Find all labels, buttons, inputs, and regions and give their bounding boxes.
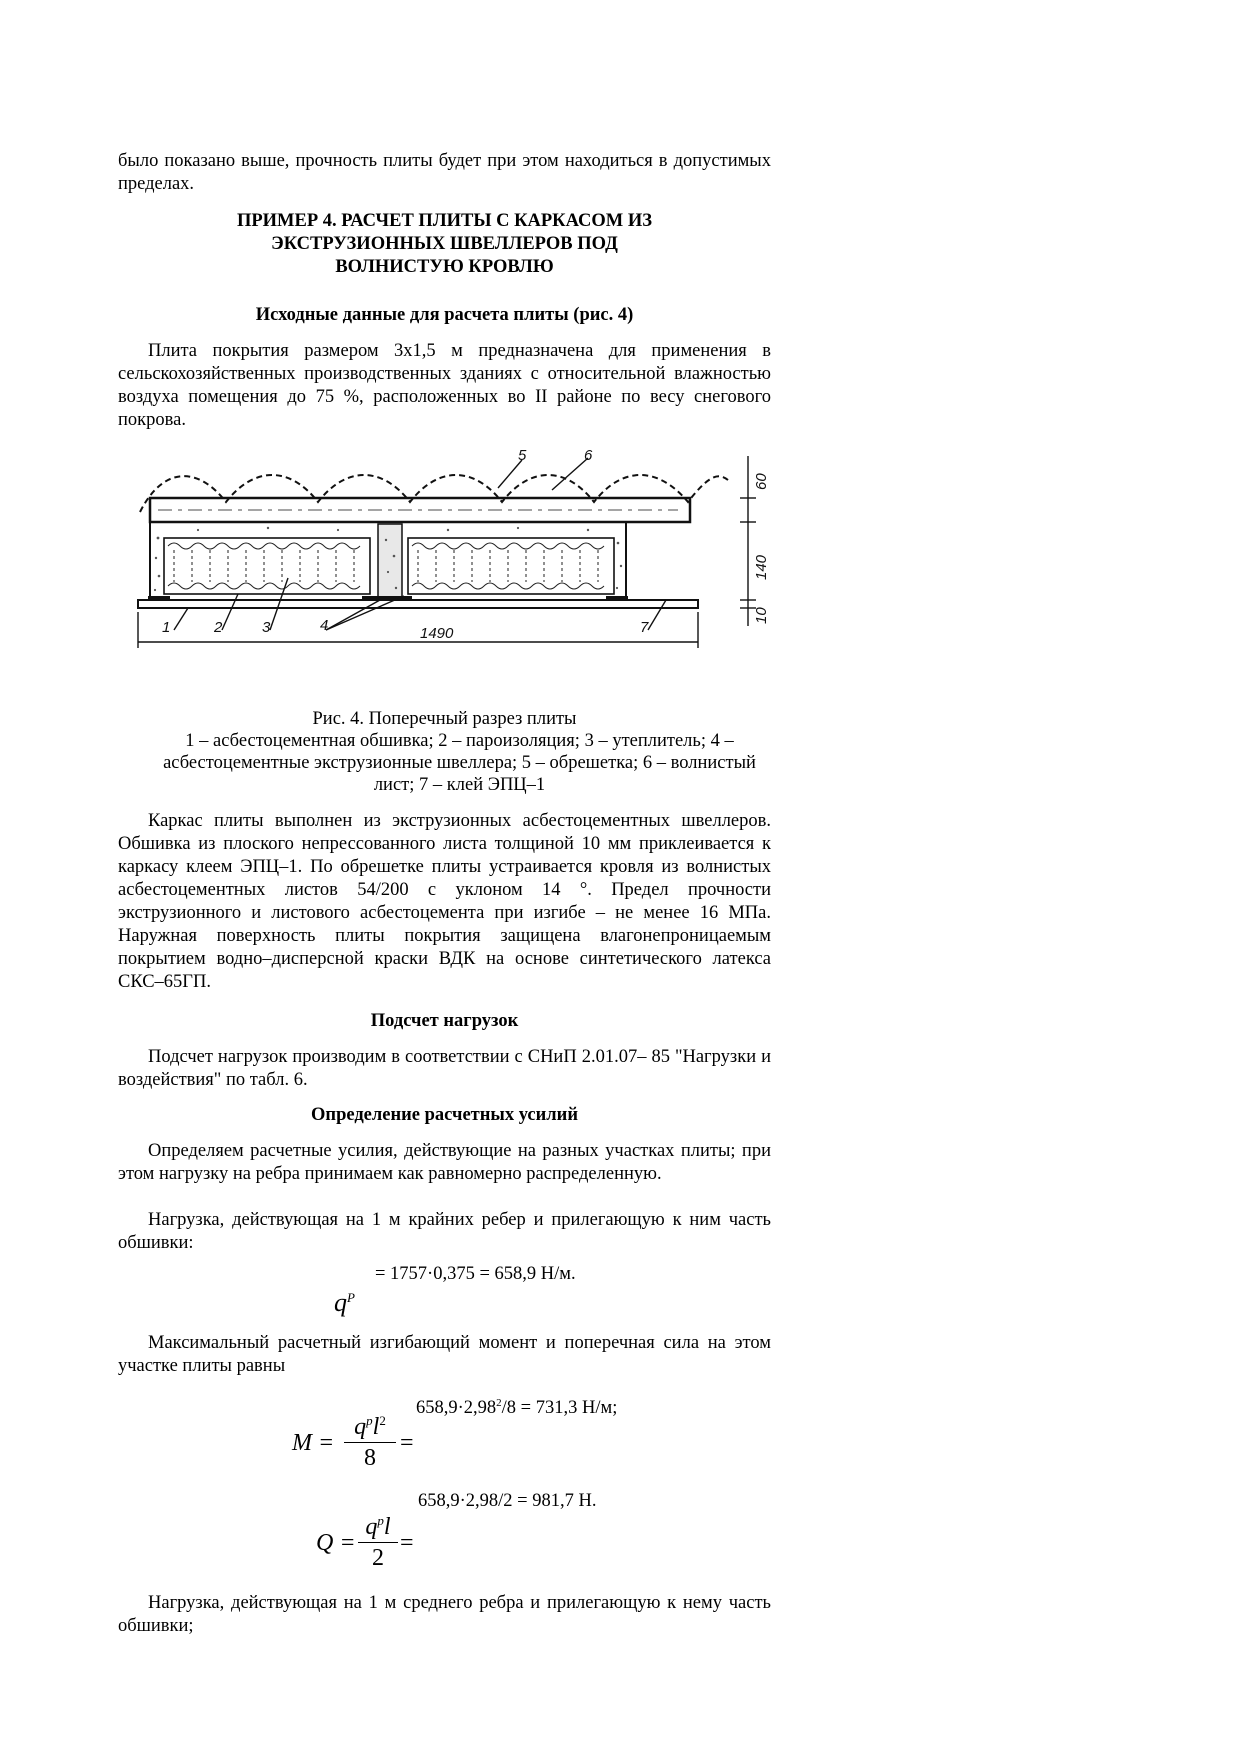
svg-text:3: 3 — [262, 619, 271, 636]
svg-text:1490: 1490 — [420, 625, 454, 642]
edge-load-paragraph: Нагрузка, действующая на 1 м крайних ребер и прилегающую к ним часть обшивки: — [118, 1210, 771, 1253]
insulation-left — [164, 538, 370, 594]
svg-text:5: 5 — [518, 448, 527, 464]
figure-caption-legend: 1 – асбестоцементная обшивка; 2 – пароизоляция; 3 – утеплитель; 4 – асбестоцементные экструзионные швеллера; 5 – обрешетка; 6 – волнистый лист; 7 – клей ЭПЦ–1 — [163, 731, 756, 795]
mid-load-paragraph: Нагрузка, действующая на 1 м среднего ребра и прилегающую к нему часть обшивки; — [118, 1593, 771, 1636]
formula-m-equals: = — [400, 1430, 414, 1456]
initial-data-paragraph: Плита покрытия размером 3х1,5 м предназначена для применения в сельскохозяйственных производственных зданиях с относительной влажностью воздуха помещения до 75 %, расположенных во II районе по весу снегового покрова. — [118, 341, 771, 430]
svg-text:6: 6 — [584, 448, 593, 464]
loads-paragraph: Подсчет нагрузок производим в соответствии с СНиП 2.01.07– 85 "Нагрузки и воздействия" по табл. 6. — [118, 1047, 771, 1090]
formula-q-force-equals: = — [400, 1530, 414, 1556]
svg-text:1: 1 — [162, 619, 171, 636]
intro-paragraph: было показано выше, прочность плиты будет при этом находиться в допустимых пределах. — [118, 151, 771, 194]
svg-text:7: 7 — [640, 619, 649, 636]
section-heading-forces: Определение расчетных усилий — [311, 1105, 578, 1125]
formula-m-value: $658,9\cdot 2,98^2/8 = 731,3$ Н/м; — [416, 1397, 618, 1418]
formula-q-symbol: $q^P$ — [334, 1288, 355, 1317]
figure-caption — [118, 708, 771, 796]
section-heading-initial-data: Исходные данные для расчета плиты (рис. 4) — [255, 305, 634, 325]
formula-q-force-lhs: Q = — [316, 1530, 356, 1556]
example-title-line-1: ПРИМЕР 4. РАСЧЕТ ПЛИТЫ С КАРКАСОМ ИЗ — [236, 211, 653, 231]
forces-paragraph: Определяем расчетные усилия, действующие на разных участках плиты; при этом нагрузку на ребра принимаем как равномерно распределенную. — [118, 1141, 771, 1184]
formula-m-lhs: M = — [292, 1430, 335, 1456]
bottom-sheathing — [138, 600, 698, 608]
example-title-line-2: ЭКСТРУЗИОННЫХ ШВЕЛЛЕРОВ ПОД — [271, 234, 618, 254]
svg-text:60: 60 — [753, 473, 770, 490]
slab-cross-section-figure — [118, 448, 771, 688]
svg-text:10: 10 — [753, 607, 770, 624]
formula-q-value: = 1757·0,375 = 658,9 Н/м. — [375, 1264, 576, 1284]
insulation-right — [408, 538, 614, 594]
example-title-line-3: ВОЛНИСТУЮ КРОВЛЮ — [335, 257, 554, 277]
frame-description-paragraph: Каркас плиты выполнен из экструзионных асбестоцементных швеллеров. Обшивка из плоского непрессованного листа толщиной 10 мм приклеивается к каркасу клеем ЭПЦ–1. По обрешетке плиты устраивается кровля из волнистых асбестоцементных листов 54/200 с уклоном 14 °. Предел прочности экструзионного и листового асбестоцемента при изгибе – не менее 16 МПа. Наружная поверхность плиты покрытия защищена влагонепроницаемым покрытием водно–дисперсной краски ВДК на основе синтетического латекса СКС–65ГП. — [118, 811, 771, 992]
figure-caption-title: Рис. 4. Поперечный разрез плиты — [312, 709, 577, 729]
example-title — [118, 210, 771, 279]
svg-text:140: 140 — [753, 554, 770, 580]
formula-q-force-value: 658,9·2,98/2 = 981,7 Н. — [418, 1491, 597, 1511]
moment-paragraph: Максимальный расчетный изгибающий момент и поперечная сила на этом участке плиты равны — [118, 1333, 771, 1376]
corrugated-sheet-line — [140, 475, 728, 512]
formula-m-fraction: $q^pl^2$ 8 — [344, 1408, 396, 1471]
svg-text:2: 2 — [214, 619, 223, 636]
section-heading-loads: Подсчет нагрузок — [370, 1011, 519, 1031]
svg-text:4: 4 — [320, 617, 329, 634]
formula-q-force-fraction: $q^pl$ 2 — [358, 1508, 398, 1571]
